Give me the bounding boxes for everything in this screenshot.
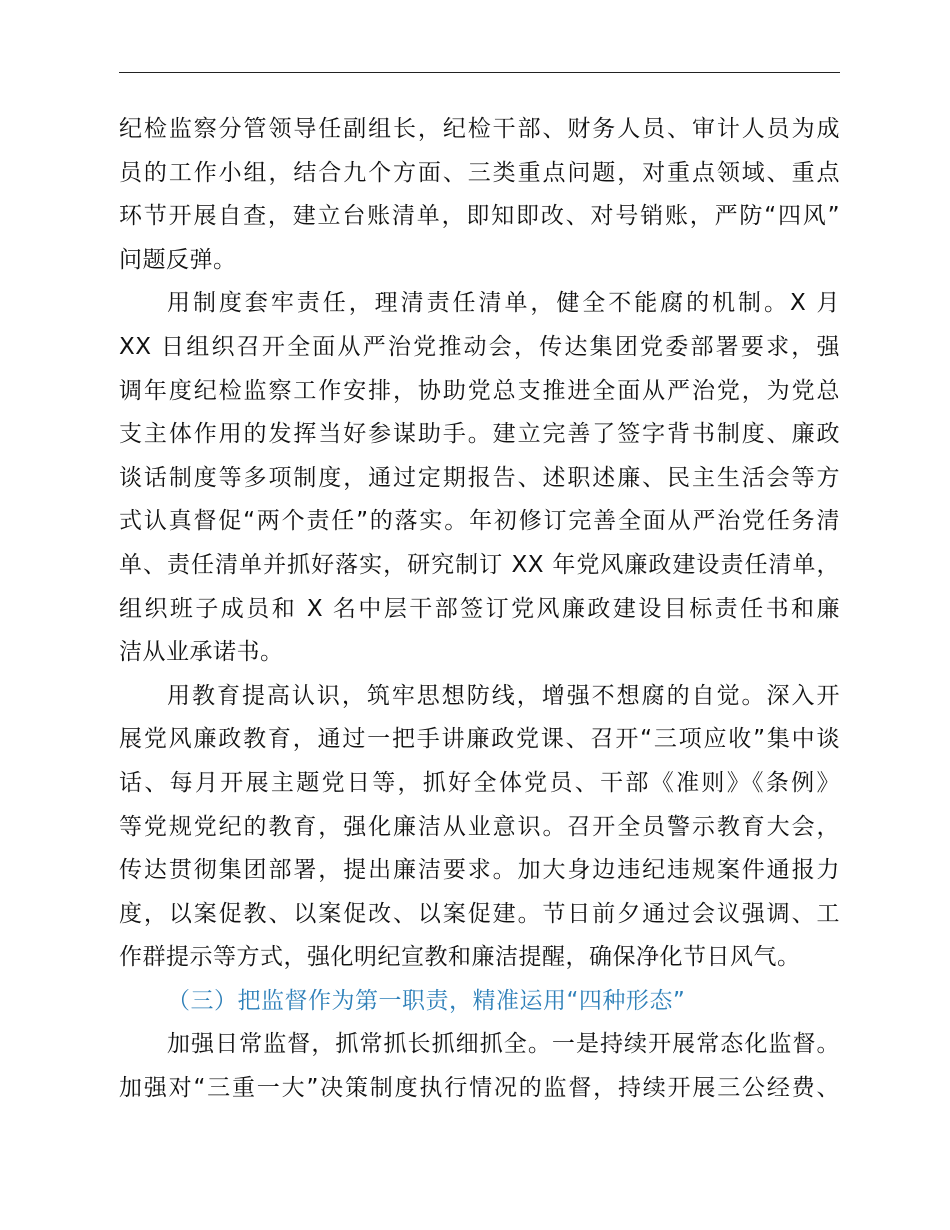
text-line: 度，以案促教、以案促改、以案促建。节日前夕通过会议强调、工 bbox=[119, 900, 840, 927]
section-heading: （三）把监督作为第一职责，精准运用“四种形态” bbox=[167, 987, 686, 1014]
paragraph-start-line: 用制度套牢责任，理清责任清单，健全不能腐的机制。X 月 bbox=[167, 290, 840, 317]
text-line: 谈话制度等多项制度，通过定期报告、述职述廉、民主生活会等方 bbox=[119, 464, 840, 491]
text-line: XX 日组织召开全面从严治党推动会，传达集团党委部署要求，强 bbox=[119, 333, 840, 360]
paragraph-start-line: 用教育提高认识，筑牢思想防线，增强不想腐的自觉。深入开 bbox=[167, 682, 840, 709]
text-line: 单、责任清单并抓好落实，研究制订 XX 年党风廉政建设责任清单， bbox=[119, 551, 840, 578]
header-rule bbox=[119, 72, 840, 73]
text-line: 支主体作用的发挥当好参谋助手。建立完善了签字背书制度、廉政 bbox=[119, 421, 840, 448]
text-line: 调年度纪检监察工作安排，协助党总支推进全面从严治党，为党总 bbox=[119, 377, 840, 404]
text-line: 问题反弹。 bbox=[119, 246, 237, 273]
text-line: 展党风廉政教育，通过一把手讲廉政党课、召开“三项应收”集中谈 bbox=[119, 726, 840, 753]
document-body bbox=[119, 108, 840, 1111]
text-line: 员的工作小组，结合九个方面、三类重点问题，对重点领域、重点 bbox=[119, 159, 840, 186]
text-line: 环节开展自查，建立台账清单，即知即改、对号销账，严防“四风” bbox=[119, 203, 840, 230]
text-line: 话、每月开展主题党日等，抓好全体党员、干部《准则》《条例》 bbox=[119, 769, 840, 796]
text-line: 作群提示等方式，强化明纪宣教和廉洁提醒，确保净化节日风气。 bbox=[119, 944, 801, 971]
text-line: 纪检监察分管领导任副组长，纪检干部、财务人员、审计人员为成 bbox=[119, 116, 840, 142]
text-line: 组织班子成员和 X 名中层干部签订党风廉政建设目标责任书和廉 bbox=[119, 595, 840, 622]
text-line: 传达贯彻集团部署，提出廉洁要求。加大身边违纪违规案件通报力 bbox=[119, 857, 840, 884]
text-line: 等党规党纪的教育，强化廉洁从业意识。召开全员警示教育大会， bbox=[119, 813, 840, 840]
paragraph-start-line: 加强日常监督，抓常抓长抓细抓全。一是持续开展常态化监督。 bbox=[167, 1031, 840, 1058]
text-line: 式认真督促“两个责任”的落实。年初修订完善全面从严治党任务清 bbox=[119, 508, 840, 535]
text-line: 加强对“三重一大”决策制度执行情况的监督，持续开展三公经费、 bbox=[119, 1075, 840, 1102]
text-line: 洁从业承诺书。 bbox=[119, 639, 284, 666]
